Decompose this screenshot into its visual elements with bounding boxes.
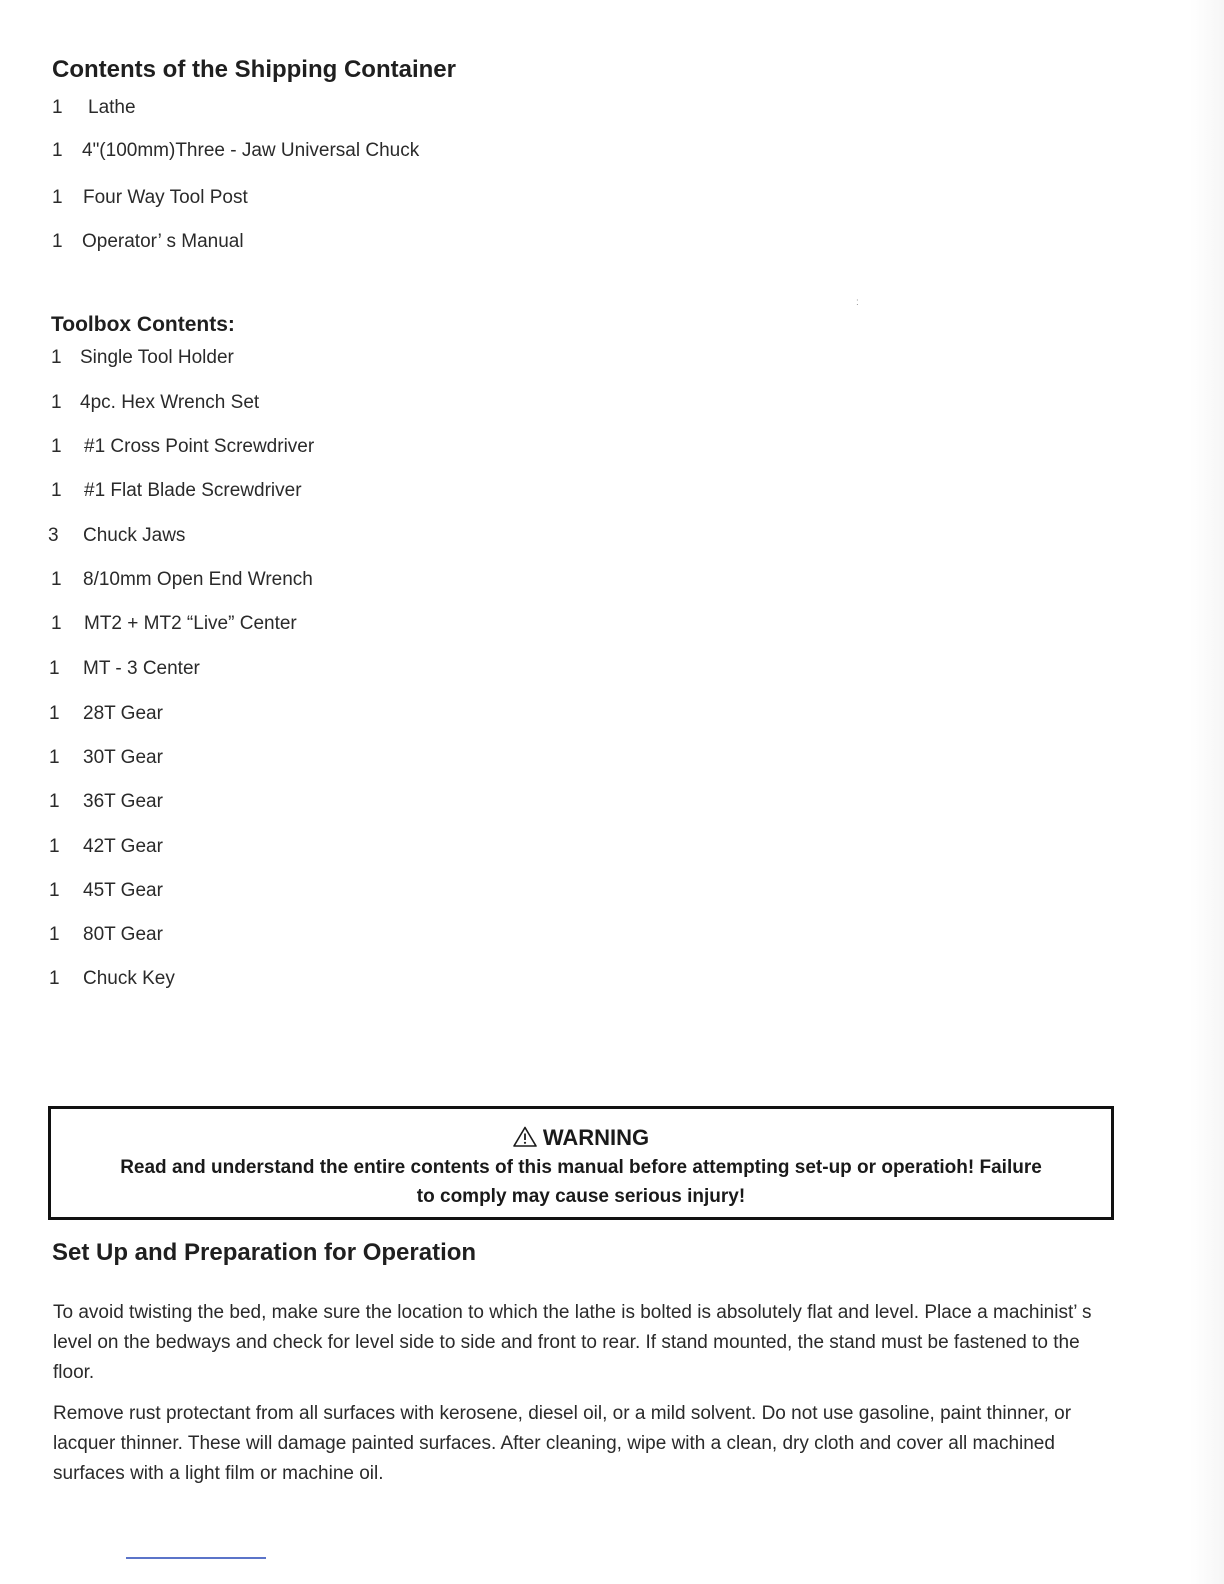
- footer-rule: [126, 1557, 266, 1559]
- item-name: 36T Gear: [83, 791, 163, 812]
- item-name: 4pc. Hex Wrench Set: [80, 392, 260, 413]
- scan-speck: :: [856, 297, 859, 308]
- item-name: Lathe: [88, 97, 136, 118]
- shipping-contents-heading: Contents of the Shipping Container: [52, 56, 456, 83]
- item-quantity: 1: [51, 480, 62, 501]
- setup-heading: Set Up and Preparation for Operation: [52, 1239, 477, 1266]
- item-quantity: 1: [49, 968, 60, 989]
- item-name: 80T Gear: [83, 924, 163, 945]
- item-quantity: 1: [49, 747, 60, 768]
- item-quantity: 1: [51, 613, 62, 634]
- item-name: Four Way Tool Post: [83, 187, 248, 208]
- item-quantity: 1: [49, 836, 60, 857]
- warning-title-text: WARNING: [542, 1125, 650, 1150]
- item-quantity: 3: [48, 525, 59, 546]
- item-quantity: 1: [49, 880, 60, 901]
- item-name: MT2 + MT2 “Live” Center: [84, 613, 297, 634]
- item-quantity: 1: [49, 658, 60, 679]
- item-quantity: 1: [51, 436, 62, 457]
- warning-box: [48, 1106, 1114, 1220]
- item-quantity: 1: [52, 140, 63, 161]
- item-quantity: 1: [49, 791, 60, 812]
- setup-paragraph-2: Remove rust protectant from all surfaces with kerosene, diesel oil, or a mild solvent. Do not use gasoline, paint thinner, or lacquer thinner. These will damage painted surfaces. After cleaning, wipe with a clean, dry cloth and cover all machined surfaces with a light film or machine oil.: [53, 1403, 1072, 1484]
- item-name: 45T Gear: [83, 880, 163, 901]
- item-name: 8/10mm Open End Wrench: [83, 569, 313, 590]
- toolbox-contents-heading: Toolbox Contents:: [51, 313, 235, 336]
- item-name: 4"(100mm)Three - Jaw Universal Chuck: [82, 140, 420, 161]
- item-quantity: 1: [51, 569, 62, 590]
- item-name: 42T Gear: [83, 836, 163, 857]
- item-name: Chuck Jaws: [83, 525, 186, 546]
- item-quantity: 1: [49, 924, 60, 945]
- warning-text: Read and understand the entire contents of this manual before attempting set-up or operatioh! Failure to comply may cause serious injury!: [120, 1157, 1042, 1207]
- scan-edge-shadow: [1190, 0, 1224, 1584]
- item-quantity: 1: [52, 187, 63, 208]
- item-name: MT - 3 Center: [83, 658, 200, 679]
- item-quantity: 1: [51, 392, 62, 413]
- warning-heading: [51, 1125, 1111, 1153]
- item-quantity: 1: [52, 97, 63, 118]
- item-name: Single Tool Holder: [80, 347, 234, 368]
- item-name: 30T Gear: [83, 747, 163, 768]
- warning-triangle-icon: [513, 1126, 537, 1153]
- item-quantity: 1: [52, 231, 63, 252]
- item-name: 28T Gear: [83, 703, 163, 724]
- item-name: Chuck Key: [83, 968, 175, 989]
- item-quantity: 1: [49, 703, 60, 724]
- setup-paragraph-1: To avoid twisting the bed, make sure the location to which the lathe is bolted is absolutely flat and level. Place a machinist’ s level on the bedways and check for level side to side and front to rear. If stand mounted, the stand must be fastened to the floor.: [53, 1302, 1092, 1383]
- item-quantity: 1: [51, 347, 62, 368]
- item-name: Operator’ s Manual: [82, 231, 244, 252]
- item-name: #1 Flat Blade Screwdriver: [84, 480, 302, 501]
- item-name: #1 Cross Point Screwdriver: [84, 436, 315, 457]
